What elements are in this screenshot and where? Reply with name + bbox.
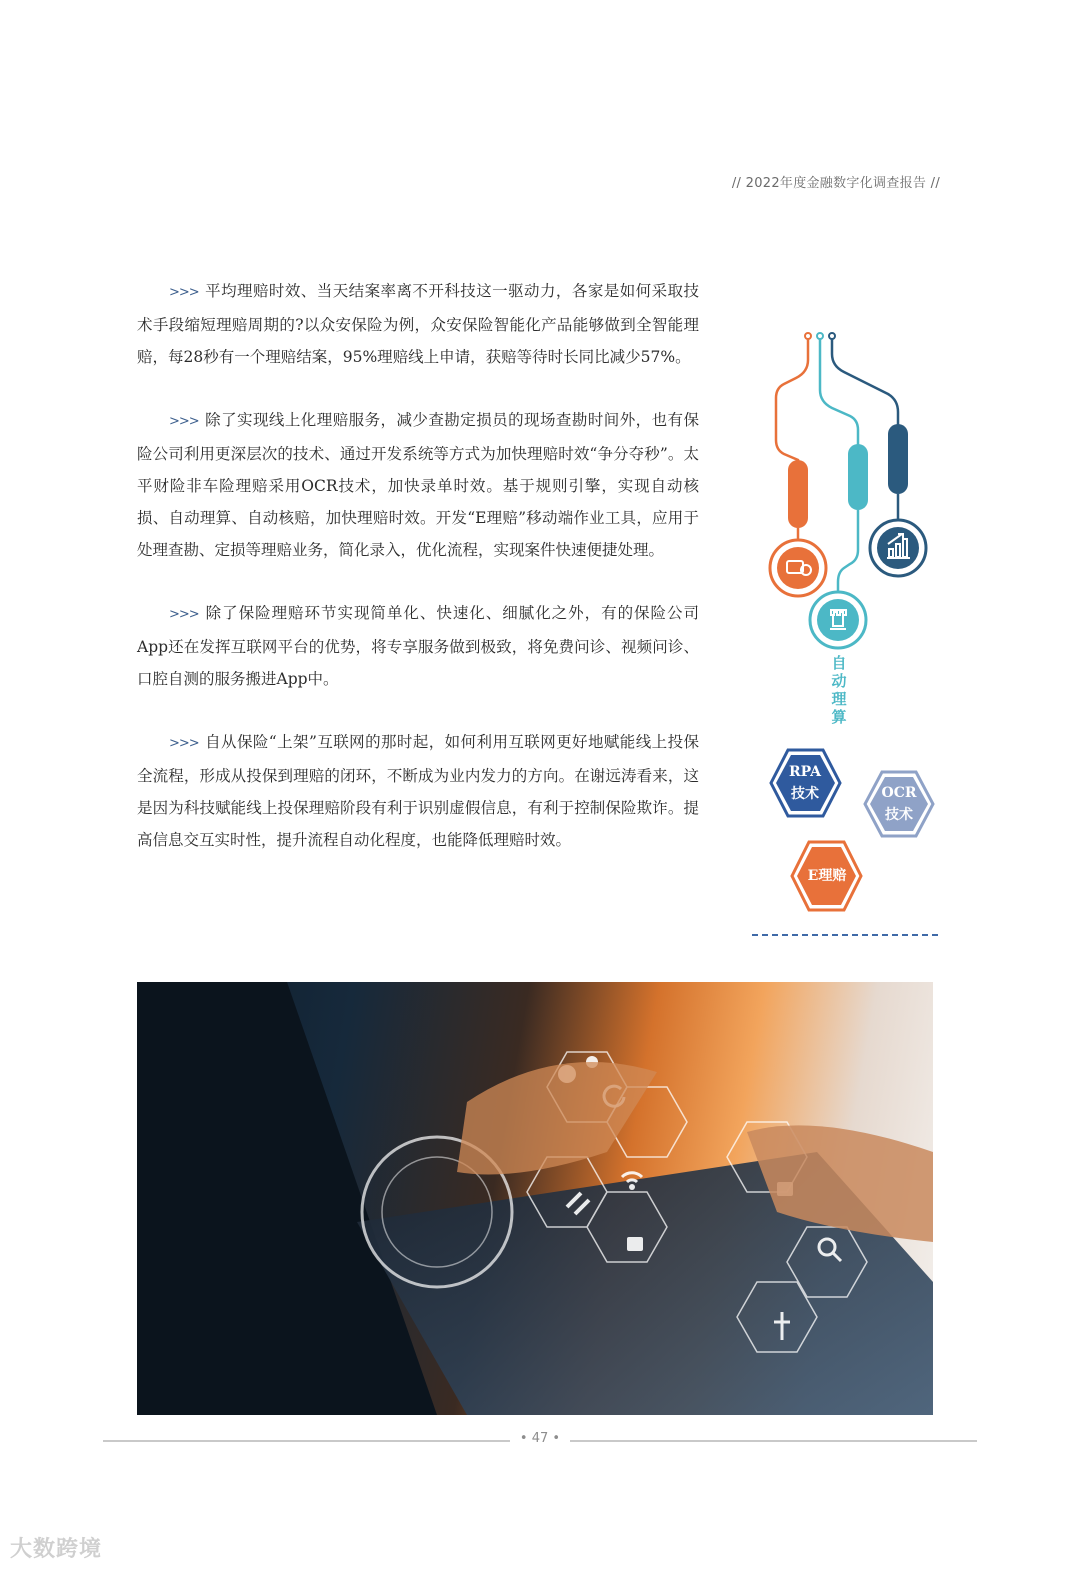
photo-illustration [137, 982, 933, 1415]
teal-bar [848, 444, 868, 510]
laptop-photo [137, 982, 933, 1415]
arrow-marker: >>> [169, 414, 199, 429]
hex-e-label: E理赔 [807, 868, 847, 884]
arrow-marker: >>> [169, 607, 199, 622]
paragraph-1: >>> 平均理赔时效、当天结案率离不开科技这一驱动力，各家是如何采取技术手段缩短理赔周期的?以众安保险为例，众安保险智能化产品能够做到全智能理赔，每28秒有一个理赔结案，95%理赔线上申请，获赔等待时长同比减少57%。 [137, 282, 699, 366]
paragraph-2: >>> 除了实现线上化理赔服务，减少查勘定损员的现场查勘时间外，也有保险公司利用更深层次的技术、通过开发系统等方式为加快理赔时效“争分夺秒”。太平财险非车险理赔采用OCR技术，加快录单时效。基于规则引擎，实现自动核损、自动理算、自动核赔，加快理赔时效。开发“E理赔”移动端作业工具，应用于处理查勘、定损等理赔业务，简化录入，优化流程，实现案件快速便捷处理。 [137, 411, 699, 559]
circuit-lines [742, 320, 952, 940]
footer-line-right [570, 1440, 977, 1442]
laptop-screen [137, 982, 437, 1415]
orange-bar [788, 460, 808, 528]
arrow-marker: >>> [169, 285, 199, 300]
body-text [137, 275, 699, 887]
tech-illustration [742, 320, 952, 940]
lock-icon [627, 1237, 643, 1251]
report-header: // 2022年度金融数字化调查报告 // [731, 176, 940, 191]
wifi-dot [629, 1184, 635, 1190]
hex-rpa-label: RPA 技术 [788, 764, 821, 802]
page-number: • 47 • [510, 1431, 570, 1446]
dotted-divider [752, 934, 938, 936]
hex-ocr-label: OCR 技术 [881, 785, 917, 823]
footer-line-left [103, 1440, 510, 1442]
vertical-label: 自动理算 [831, 654, 847, 726]
navy-bar [888, 424, 908, 494]
paragraph-4: >>> 自从保险“上架”互联网的那时起，如何利用互联网更好地赋能线上投保全流程，形成从投保到理赔的闭环，不断成为业内发力的方向。在谢远涛看来，这是因为科技赋能线上投保理赔阶段有利于识别虚假信息，有利于控制保险欺诈。提高信息交互实时性，提升流程自动化程度，也能降低理赔时效。 [137, 733, 699, 849]
paragraph-3: >>> 除了保险理赔环节实现简单化、快速化、细腻化之外，有的保险公司App还在发挥互联网平台的优势，将专享服务做到极致，将免费问诊、视频问诊、口腔自测的服务搬进App中。 [137, 604, 699, 688]
watermark: 大数跨境 [10, 1537, 103, 1562]
arrow-marker: >>> [169, 736, 199, 751]
